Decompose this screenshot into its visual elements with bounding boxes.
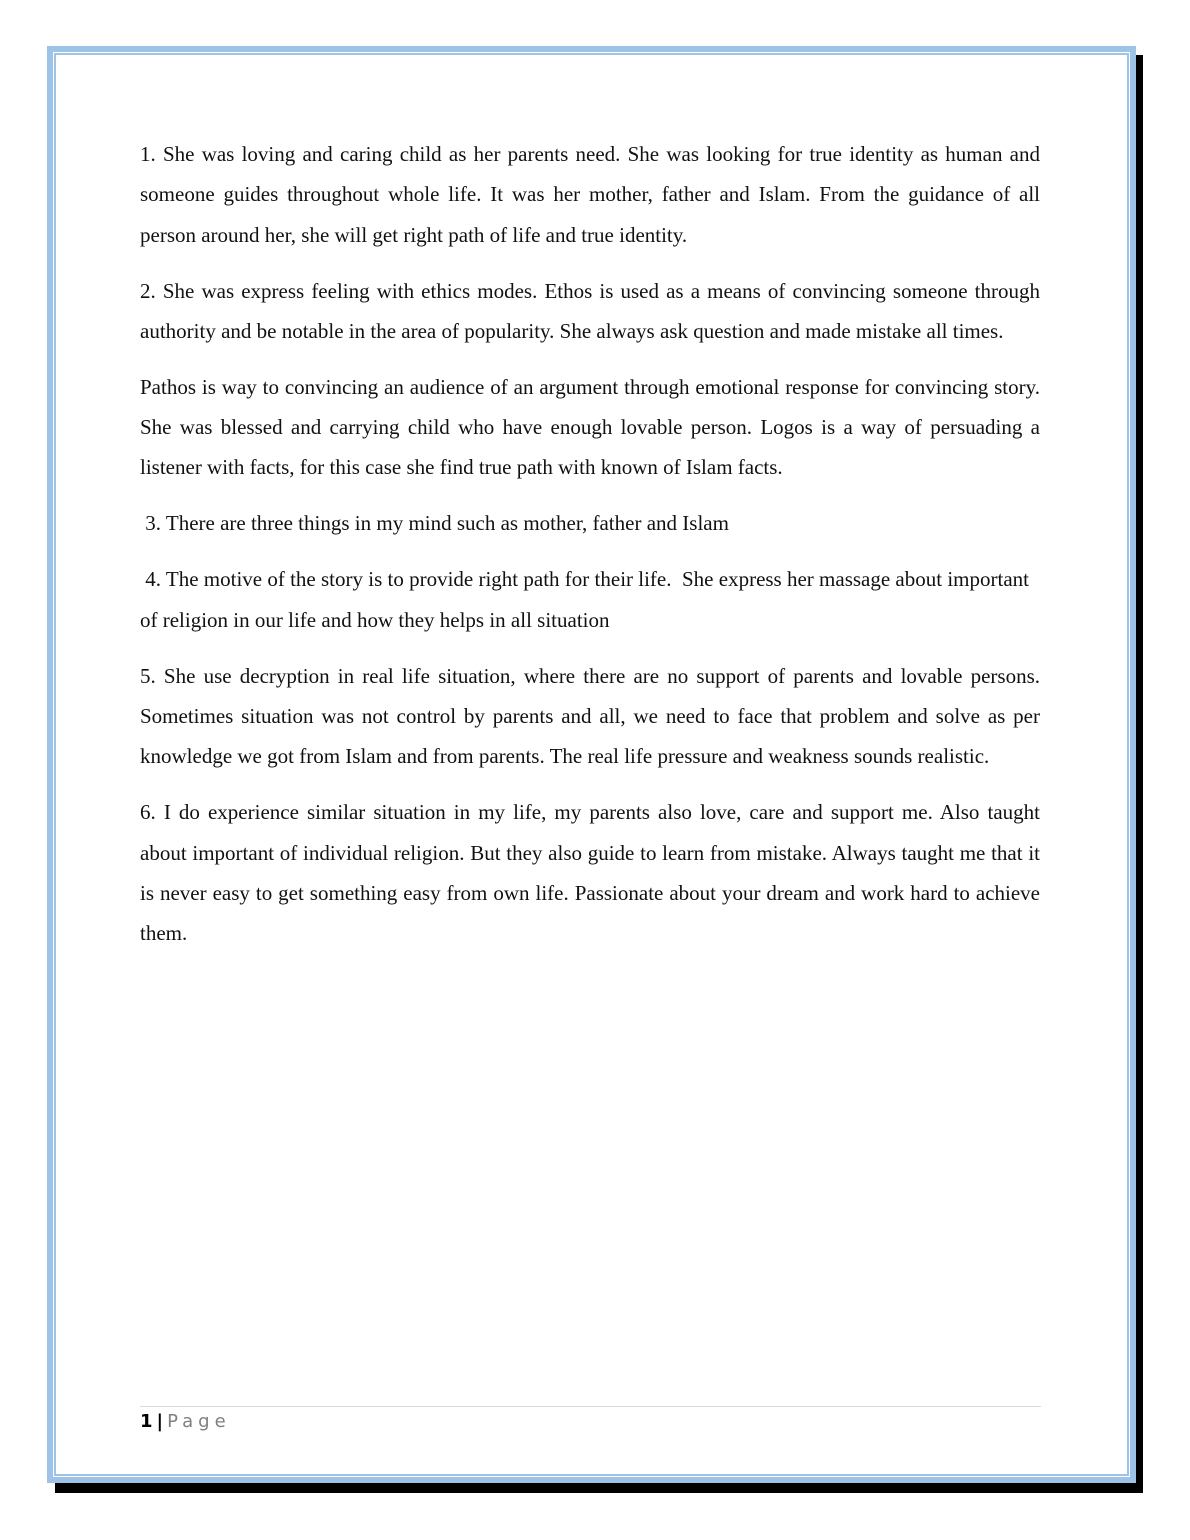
paragraph-2: 2. She was express feeling with ethics modes. Ethos is used as a means of convincing someone through authority and be notable in the area of popularity. She always ask question and made mistake all times. (140, 278, 1040, 343)
page-number: 1 (140, 1411, 153, 1432)
footer-separator: | (156, 1411, 164, 1432)
document-body (140, 134, 1040, 969)
paragraph-1: 1. She was loving and caring child as her parents need. She was looking for true identity as human and someone guides throughout whole life. It was her mother, father and Islam. From the guidance of all person around her, she will get right path of life and true identity. (140, 142, 1040, 247)
paragraph-5: 5. She use decryption in real life situation, where there are no support of parents and lovable persons. Sometimes situation was not control by parents and all, we need to face that problem and solve as per knowledge we got from Islam and from parents. The real life pressure and weakness sounds realistic. (140, 663, 1040, 769)
paragraph-4: 4. The motive of the story is to provide right path for their life. She express her massage about important of religion in our life and how they helps in all situation (140, 567, 1035, 632)
paragraph-6: 6. I do experience similar situation in my life, my parents also love, care and support me. Also taught about important of individual religion. But they also guide to learn from mistake. Always taught me that it is never easy to get something easy from own life. Passionate about your dream and work hard to achieve them. (140, 800, 1040, 946)
paragraph-pathos: Pathos is way to convincing an audience of an argument through emotional response for convincing story. She was blessed and carrying child who have enough lovable person. Logos is a way of persuading a listener with facts, for this case she find true path with known of Islam facts. (140, 374, 1040, 480)
page-label: Page (167, 1411, 231, 1432)
paragraph-3: 3. There are three things in my mind such as mother, father and Islam (140, 511, 729, 536)
page-footer (140, 1406, 1041, 1432)
